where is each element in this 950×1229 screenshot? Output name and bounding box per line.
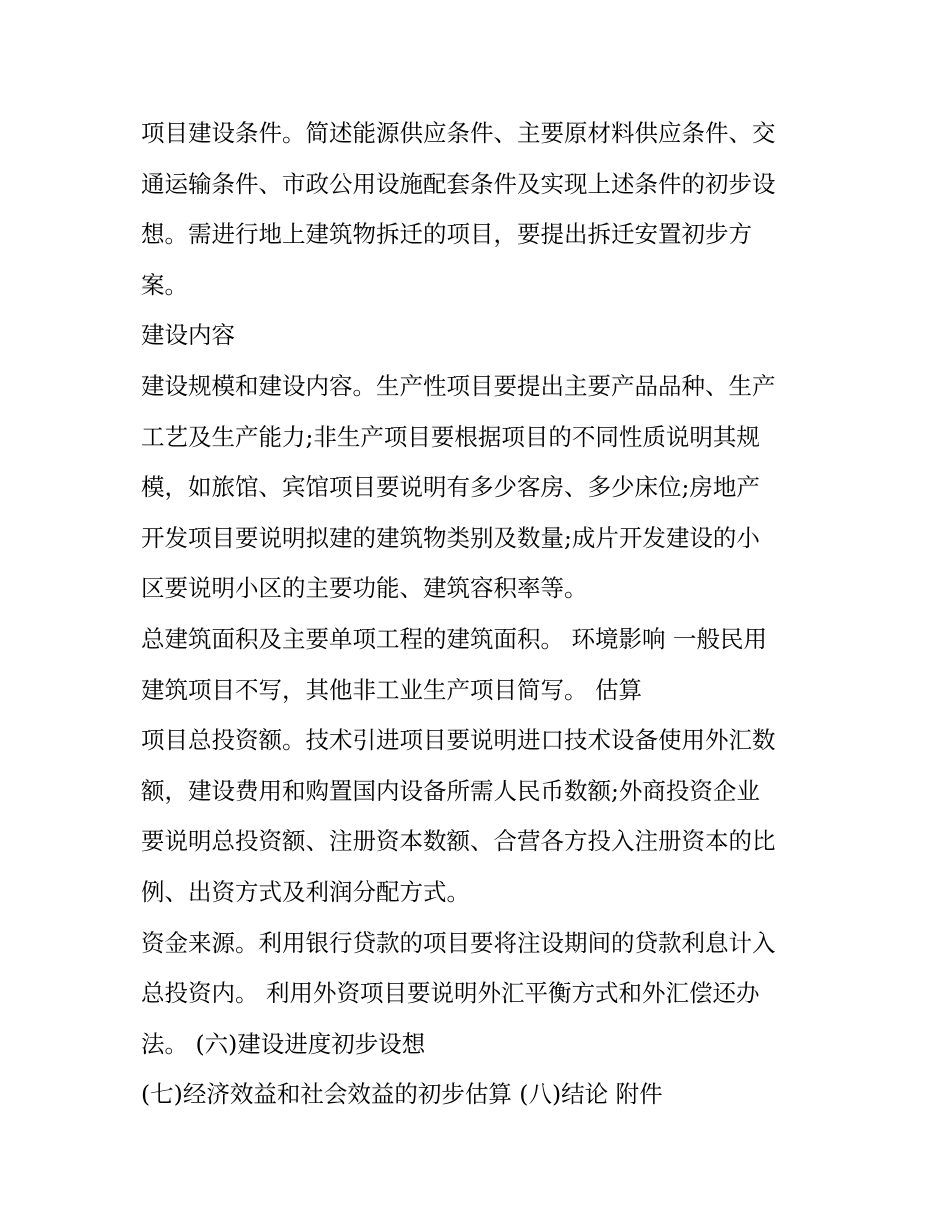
text-line-20: (七)经济效益和社会效益的初步估算 (八)结论 附件 (141, 1080, 663, 1109)
document-body (141, 108, 821, 1120)
text-line-19: 法。 (六)建设进度初步设想 (141, 1029, 426, 1058)
text-line-6: 建设规模和建设内容。生产性项目要提出主要产品品种、生产 (141, 371, 776, 400)
text-line-4: 案。 (141, 270, 188, 299)
text-line-8: 模，如旅馆、宾馆项目要说明有多少客房、多少床位;房地产 (141, 473, 760, 502)
text-line-10: 区要说明小区的主要功能、建筑容积率等。 (141, 574, 588, 603)
text-line-14: 额，建设费用和购置国内设备所需人民币数额;外商投资企业 (141, 776, 760, 805)
text-line-7: 工艺及生产能力;非生产项目要根据项目的不同性质说明其规 (141, 422, 760, 451)
text-line-13: 项目总投资额。技术引进项目要说明进口技术设备使用外汇数 (141, 726, 776, 755)
section-heading-construction-content: 建设内容 (141, 321, 235, 350)
text-line-11: 总建筑面积及主要单项工程的建筑面积。 环境影响 一般民用 (141, 624, 767, 653)
text-line-1: 项目建设条件。简述能源供应条件、主要原材料供应条件、交 (141, 119, 776, 147)
text-line-3: 想。需进行地上建筑物拆迁的项目，要提出拆迁安置初步方 (141, 220, 752, 249)
text-line-12: 建筑项目不写，其他非工业生产项目简写。 估算 (141, 675, 642, 704)
text-line-18: 总投资内。 利用外资项目要说明外汇平衡方式和外汇偿还办 (141, 979, 760, 1008)
text-line-9: 开发项目要说明拟建的建筑物类别及数量;成片开发建设的小 (141, 523, 760, 552)
text-line-2: 通运输条件、市政公用设施配套条件及实现上述条件的初步设 (141, 169, 776, 198)
text-line-15: 要说明总投资额、注册资本数额、合营各方投入注册资本的比 (141, 827, 776, 856)
text-line-16: 例、出资方式及利润分配方式。 (141, 877, 470, 906)
text-line-17: 资金来源。利用银行贷款的项目要将注设期间的贷款利息计入 (141, 928, 776, 957)
